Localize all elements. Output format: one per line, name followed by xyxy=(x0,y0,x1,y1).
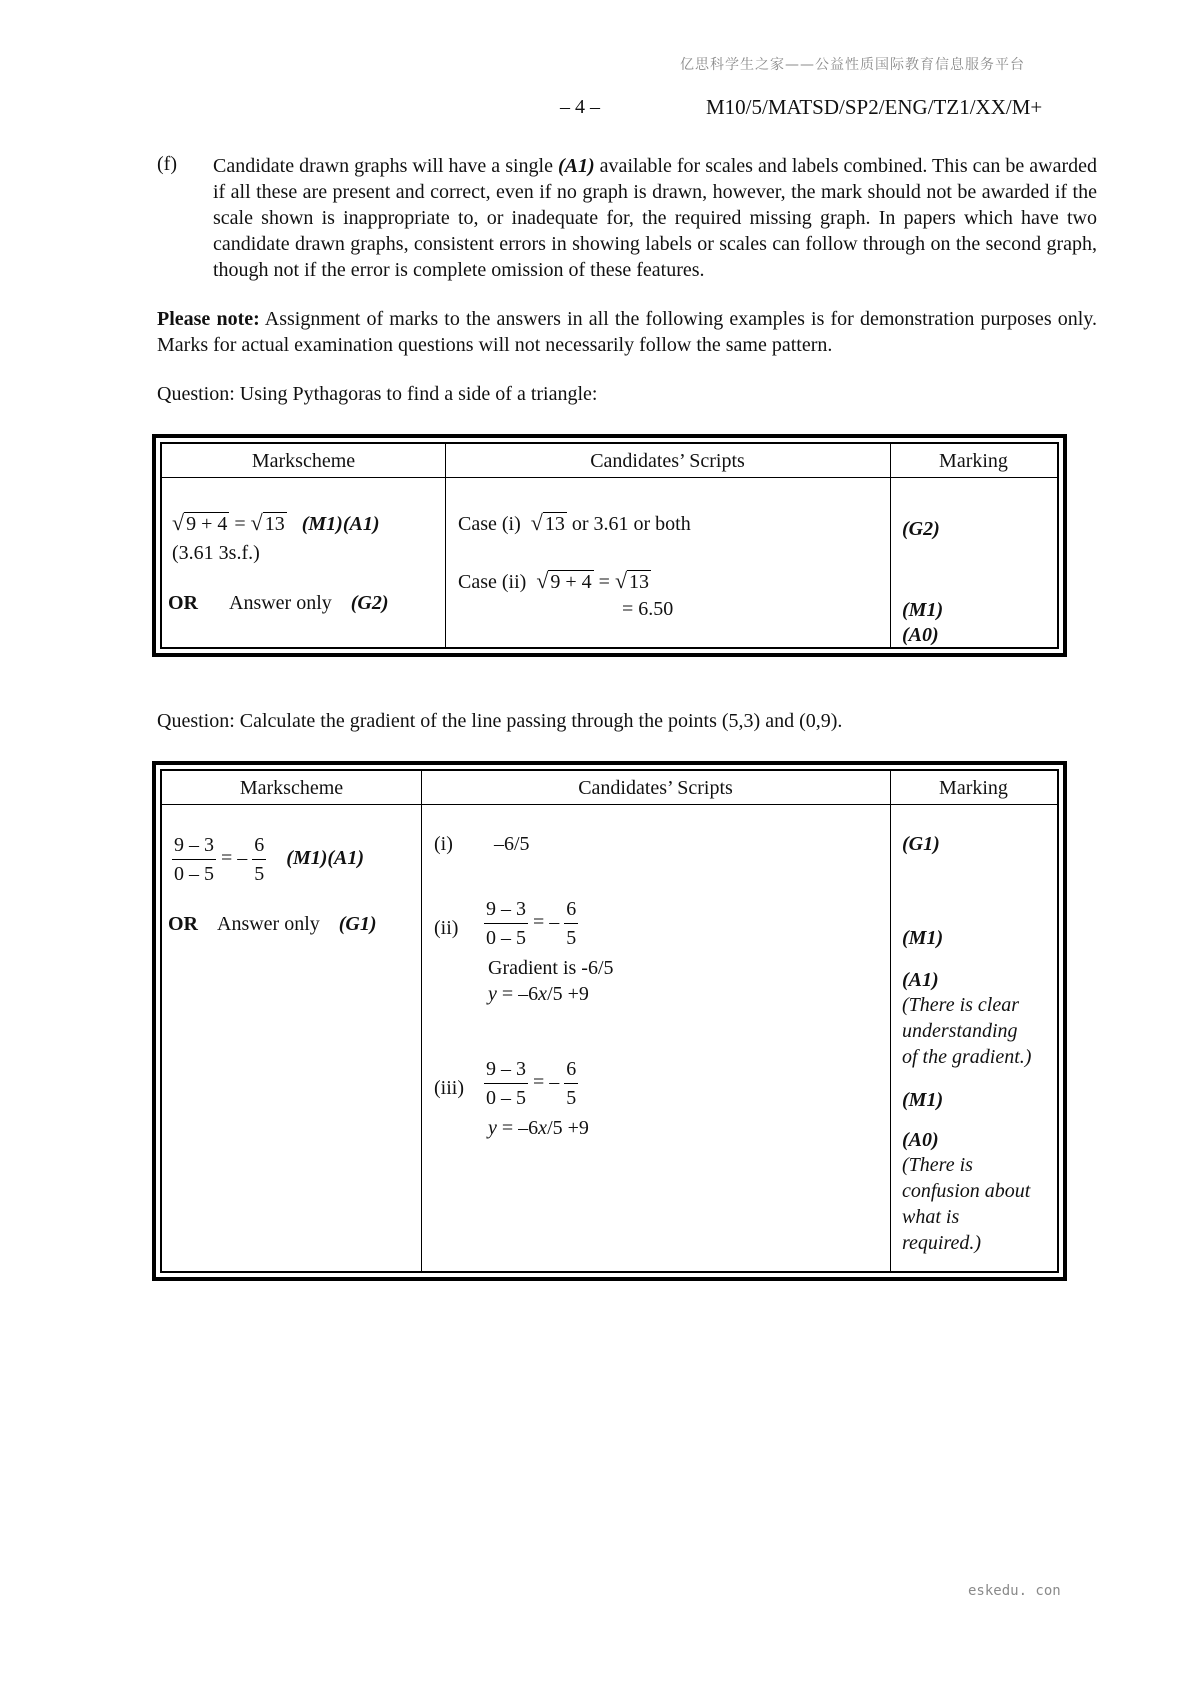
q2-marking-m1-second: (M1) xyxy=(902,1089,944,1111)
q2-markscheme-marks: (M1)(A1) xyxy=(286,847,365,870)
q2-script-ii-fraction: $\frac{9 - 3}{0 - 5}$ = – $\frac{6}{5}$ xyxy=(484,895,578,952)
q2-marking-a0-note-2: confusion about xyxy=(902,1180,1031,1202)
q2-marking-a0-note-3: what is xyxy=(902,1206,960,1228)
q2-script-ii-label: (ii) xyxy=(434,917,459,939)
q2-marking-g1: (G1) xyxy=(902,833,940,855)
q2-header-markscheme: Markscheme xyxy=(239,777,344,799)
section-f-paragraph: Candidate drawn graphs will have a single (A1) available for scales and labels combined. This can be awarded if all these are present and correct, even if no graph is drawn, however, the mark should not be awarded if the scale shown is inappropriate to, or inadequate for, the required missing graph. In papers which have two candidate drawn graphs, consistent errors in showing labels or scales can follow through on the second graph, though not if the error is complete omission of these features. xyxy=(213,155,1097,281)
mark-a1: (A1) xyxy=(558,155,595,177)
q1-markscheme-equation: √ 9 + 4 = √ 13 (M1)(A1) xyxy=(172,510,380,535)
q2-marking-a1-note-2: understanding xyxy=(902,1020,1018,1042)
q1-marking-m1: (M1) xyxy=(902,599,944,621)
document-reference: M10/5/MATSD/SP2/ENG/TZ1/XX/M+ xyxy=(706,95,1043,119)
q1-script-case-2-result: = 6.50 xyxy=(622,598,674,620)
q2-script-i-label: (i) xyxy=(434,833,453,855)
q2-marking-a1-note-1: (There is clear xyxy=(902,994,1020,1016)
q2-script-iii-label: (iii) xyxy=(434,1077,464,1099)
q2-marking-a0-note-1: (There is xyxy=(902,1154,973,1176)
q1-marking-a0: (A0) xyxy=(902,624,939,646)
q2-script-i-answer: –6/5 xyxy=(494,833,530,855)
watermark-bottom: eskedu. con xyxy=(968,1583,1061,1599)
please-note-paragraph: Please note: Assignment of marks to the answers in all the following examples is for demonstration purposes only. Marks for actual examination questions will not necessarily follow the same pattern. xyxy=(157,308,1097,356)
q2-marking-m1: (M1) xyxy=(902,927,944,949)
question-1-table xyxy=(152,434,1067,657)
question-2-table xyxy=(152,761,1067,1281)
q1-markscheme-or: OR Answer only (G2) xyxy=(168,592,389,614)
q2-marking-a0: (A0) xyxy=(902,1129,939,1151)
question-1-prompt: Question: Using Pythagoras to find a side of a triangle: xyxy=(157,383,598,405)
q2-markscheme-or: OR Answer only (G1) xyxy=(168,913,377,935)
q2-markscheme-fraction: $\frac{9 - 3}{0 - 5}$ = – $\frac{6}{5}$ (M1)(A1) xyxy=(172,831,364,888)
q1-marking-g2: (G2) xyxy=(902,518,940,540)
q2-script-iii-equation: y = –6x/5 +9 xyxy=(488,1117,589,1139)
watermark-top: 亿思科学生之家——公益性质国际教育信息服务平台 xyxy=(680,57,1025,73)
q1-markscheme-marks: (M1)(A1) xyxy=(301,513,380,535)
question-2-prompt: Question: Calculate the gradient of the line passing through the points (5,3) and (0,9). xyxy=(157,710,843,732)
q2-script-iii-fraction: $\frac{9 - 3}{0 - 5}$ = – $\frac{6}{5}$ xyxy=(484,1055,578,1112)
q1-markscheme-sf: (3.61 3s.f.) xyxy=(172,542,260,564)
q2-script-ii-equation: y = –6x/5 +9 xyxy=(488,983,589,1005)
q1-header-marking: Marking xyxy=(939,450,1008,472)
q2-marking-a1-note-3: of the gradient.) xyxy=(902,1046,1032,1068)
q1-header-markscheme: Markscheme xyxy=(251,450,356,472)
page-number: – 4 – xyxy=(560,96,600,118)
q2-header-marking: Marking xyxy=(939,777,1008,799)
note-label: Please note: xyxy=(157,308,260,330)
q1-header-scripts: Candidates’ Scripts xyxy=(590,450,745,472)
q2-marking-a1: (A1) xyxy=(902,969,939,991)
section-f-label: (f) xyxy=(157,153,177,175)
q1-script-case-2: Case (ii) √ 9 + 4 = √ 13 xyxy=(458,568,650,593)
q2-header-scripts: Candidates’ Scripts xyxy=(578,777,733,799)
q1-script-case-1: Case (i) √ 13 or 3.61 or both xyxy=(458,510,691,535)
q2-script-ii-gradient: Gradient is -6/5 xyxy=(488,957,614,979)
q2-marking-a0-note-4: required.) xyxy=(902,1232,982,1254)
